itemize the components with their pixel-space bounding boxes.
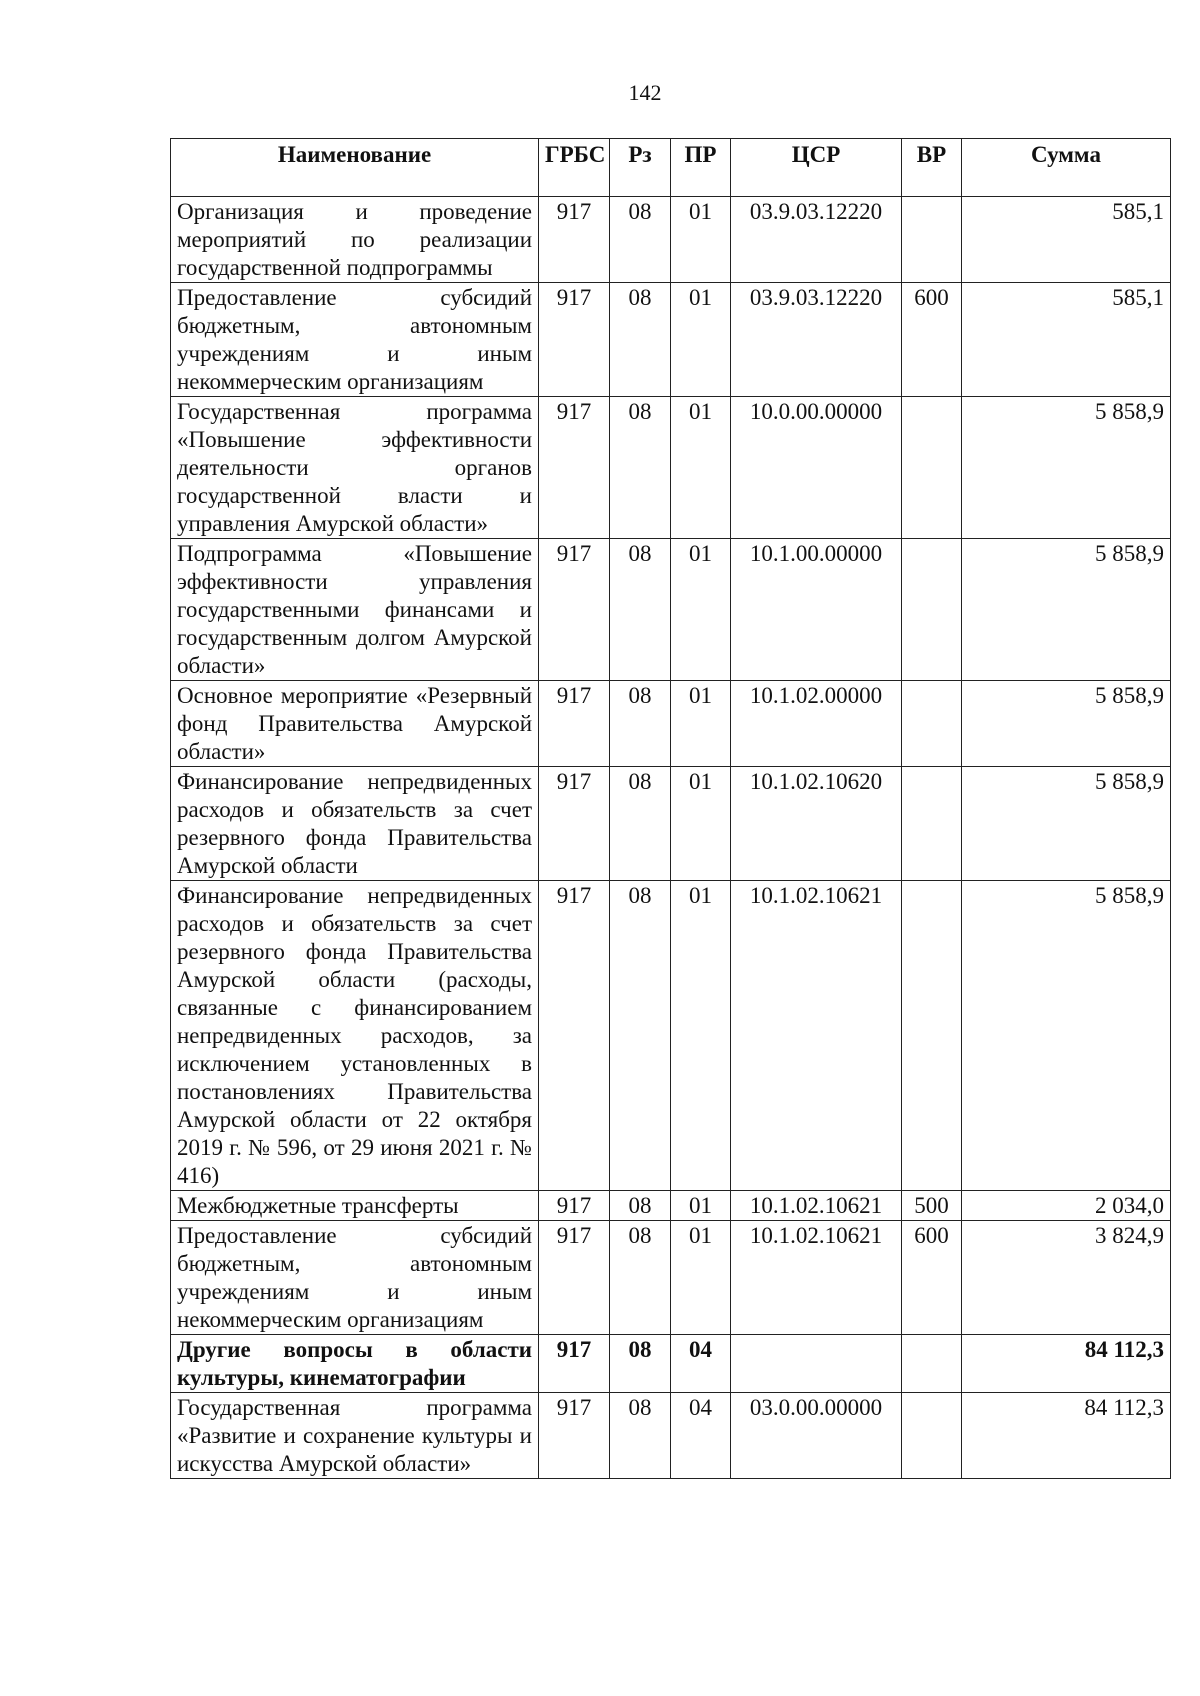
cell-sum: 5 858,9 <box>962 767 1171 881</box>
cell-vr: 600 <box>902 1221 962 1335</box>
cell-vr <box>902 767 962 881</box>
cell-rz: 08 <box>610 1393 671 1479</box>
cell-sum: 585,1 <box>962 197 1171 283</box>
cell-rz: 08 <box>610 539 671 681</box>
cell-name: Организация и проведение мероприятий по реализации государственной подпрограммы <box>171 197 539 283</box>
header-row <box>171 139 1171 197</box>
cell-pr: 01 <box>671 197 731 283</box>
cell-pr: 01 <box>671 1221 731 1335</box>
cell-vr: 500 <box>902 1191 962 1221</box>
cell-csr: 10.1.02.10621 <box>731 1221 902 1335</box>
cell-pr: 01 <box>671 881 731 1191</box>
cell-pr: 01 <box>671 539 731 681</box>
cell-rz: 08 <box>610 397 671 539</box>
cell-pr: 01 <box>671 397 731 539</box>
cell-vr <box>902 1393 962 1479</box>
cell-csr: 10.1.00.00000 <box>731 539 902 681</box>
cell-pr: 01 <box>671 1191 731 1221</box>
cell-csr: 10.1.02.10621 <box>731 1191 902 1221</box>
table-row <box>171 1191 1171 1221</box>
cell-grbs: 917 <box>539 1221 610 1335</box>
cell-csr <box>731 1335 902 1393</box>
cell-name: Финансирование непредвиденных расходов и обязательств за счет резервного фонда Правительства Амурской области (расходы, связанные с финансированием непредвиденных расходов, за исключением установленных в постановлениях Правительства Амурской области от 22 октября 2019 г. № 596, от 29 июня 2021 г. № 416) <box>171 881 539 1191</box>
cell-pr: 04 <box>671 1393 731 1479</box>
cell-sum: 5 858,9 <box>962 881 1171 1191</box>
header-grbs: ГРБС <box>539 139 610 197</box>
cell-rz: 08 <box>610 1191 671 1221</box>
cell-pr: 01 <box>671 767 731 881</box>
cell-sum: 5 858,9 <box>962 681 1171 767</box>
table-header <box>171 139 1171 197</box>
table-row <box>171 283 1171 397</box>
cell-name: Финансирование непредвиденных расходов и обязательств за счет резервного фонда Правительства Амурской области <box>171 767 539 881</box>
cell-rz: 08 <box>610 681 671 767</box>
cell-vr <box>902 539 962 681</box>
cell-grbs: 917 <box>539 681 610 767</box>
table-row <box>171 681 1171 767</box>
header-rz: Рз <box>610 139 671 197</box>
cell-name: Основное мероприятие «Резервный фонд Правительства Амурской области» <box>171 681 539 767</box>
table-row <box>171 881 1171 1191</box>
header-vr: ВР <box>902 139 962 197</box>
cell-grbs: 917 <box>539 881 610 1191</box>
cell-name: Предоставление субсидий бюджетным, автономным учреждениям и иным некоммерческим организациям <box>171 283 539 397</box>
cell-sum: 84 112,3 <box>962 1335 1171 1393</box>
cell-grbs: 917 <box>539 1335 610 1393</box>
cell-pr: 01 <box>671 681 731 767</box>
cell-rz: 08 <box>610 283 671 397</box>
cell-pr: 01 <box>671 283 731 397</box>
cell-name: Государственная программа «Развитие и сохранение культуры и искусства Амурской области» <box>171 1393 539 1479</box>
cell-name: Межбюджетные трансферты <box>171 1191 539 1221</box>
cell-grbs: 917 <box>539 283 610 397</box>
cell-grbs: 917 <box>539 539 610 681</box>
cell-vr <box>902 681 962 767</box>
cell-sum: 585,1 <box>962 283 1171 397</box>
cell-csr: 10.1.02.00000 <box>731 681 902 767</box>
header-name: Наименование <box>171 139 539 197</box>
cell-sum: 3 824,9 <box>962 1221 1171 1335</box>
cell-grbs: 917 <box>539 397 610 539</box>
budget-table <box>170 138 1171 1479</box>
header-sum: Сумма <box>962 139 1171 197</box>
cell-rz: 08 <box>610 1221 671 1335</box>
cell-vr <box>902 1335 962 1393</box>
cell-sum: 84 112,3 <box>962 1393 1171 1479</box>
cell-name: Подпрограмма «Повышение эффективности управления государственными финансами и государственным долгом Амурской области» <box>171 539 539 681</box>
header-pr: ПР <box>671 139 731 197</box>
cell-vr: 600 <box>902 283 962 397</box>
cell-csr: 03.9.03.12220 <box>731 283 902 397</box>
cell-pr: 04 <box>671 1335 731 1393</box>
cell-grbs: 917 <box>539 1393 610 1479</box>
cell-rz: 08 <box>610 197 671 283</box>
cell-vr <box>902 881 962 1191</box>
table-row <box>171 767 1171 881</box>
table-row <box>171 397 1171 539</box>
cell-csr: 03.0.00.00000 <box>731 1393 902 1479</box>
cell-vr <box>902 397 962 539</box>
cell-csr: 03.9.03.12220 <box>731 197 902 283</box>
cell-rz: 08 <box>610 767 671 881</box>
cell-grbs: 917 <box>539 1191 610 1221</box>
cell-sum: 5 858,9 <box>962 539 1171 681</box>
table-row <box>171 197 1171 283</box>
cell-rz: 08 <box>610 1335 671 1393</box>
cell-grbs: 917 <box>539 767 610 881</box>
cell-grbs: 917 <box>539 197 610 283</box>
cell-csr: 10.0.00.00000 <box>731 397 902 539</box>
table-row <box>171 1393 1171 1479</box>
cell-name: Государственная программа «Повышение эффективности деятельности органов государственной власти и управления Амурской области» <box>171 397 539 539</box>
section-total-row <box>171 1335 1171 1393</box>
cell-csr: 10.1.02.10620 <box>731 767 902 881</box>
table-body <box>171 197 1171 1479</box>
cell-csr: 10.1.02.10621 <box>731 881 902 1191</box>
cell-sum: 2 034,0 <box>962 1191 1171 1221</box>
page-number: 142 <box>628 80 662 105</box>
table-row <box>171 1221 1171 1335</box>
table-row <box>171 539 1171 681</box>
cell-name: Другие вопросы в области культуры, кинематографии <box>171 1335 539 1393</box>
cell-name: Предоставление субсидий бюджетным, автономным учреждениям и иным некоммерческим организациям <box>171 1221 539 1335</box>
cell-vr <box>902 197 962 283</box>
cell-sum: 5 858,9 <box>962 397 1171 539</box>
header-csr: ЦСР <box>731 139 902 197</box>
cell-rz: 08 <box>610 881 671 1191</box>
